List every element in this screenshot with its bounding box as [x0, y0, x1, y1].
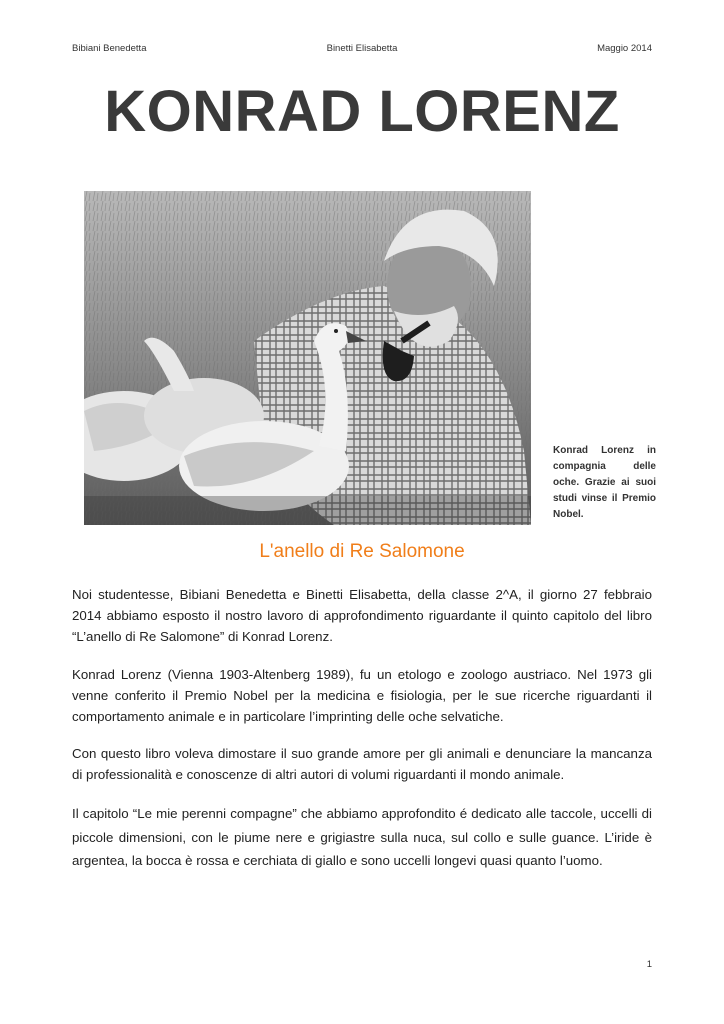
photo-caption: Konrad Lorenz in compagnia delle oche. Grazie ai suoi studi vinse il Premio Nobel. — [553, 445, 656, 520]
paragraph: Konrad Lorenz (Vienna 1903-Altenberg 1989), fu un etologo e zoologo austriaco. Nel 1973 gli venne conferito il Premio Nobel per la medicina e fisiologia, per le sue ricerche riguardanti il comportamento animale e in particolare l’imprinting delle oche selvatiche. — [72, 667, 652, 724]
page-header — [72, 43, 652, 57]
header-date: Maggio 2014 — [597, 43, 652, 54]
section-title: L'anello di Re Salomone — [259, 541, 465, 562]
paragraph: Noi studentesse, Bibiani Benedetta e Binetti Elisabetta, della classe 2^A, il giorno 27 febbraio 2014 abbiamo esposto il nostro lavoro di approfondimento riguardante il quinto capitolo del libro “L’anello di Re Salomone” di Konrad Lorenz. — [72, 587, 652, 644]
paragraph: Il capitolo “Le mie perenni compagne” che abbiamo approfondito é dedicato alle taccole, uccelli di piccole dimensioni, con le piume nere e grigiastre sulla nuca, sul collo e sulle guance. L’iride è argentea, la bocca è rossa e cerchiata di giallo e sono uccelli longevi quasi quanto l’uomo. — [72, 806, 652, 868]
paragraph: Con questo libro voleva dimostare il suo grande amore per gli animali e denunciare la mancanza di professionalità e conoscenze di altri autori di volumi riguardanti il mondo animale. — [72, 746, 652, 782]
header-author-1: Bibiani Benedetta — [72, 43, 147, 54]
header-author-2: Binetti Elisabetta — [326, 43, 398, 54]
photo-of-lorenz-with-geese-icon — [84, 191, 531, 525]
page-number: 1 — [646, 959, 652, 970]
document-title: KONRAD LORENZ — [104, 79, 620, 144]
